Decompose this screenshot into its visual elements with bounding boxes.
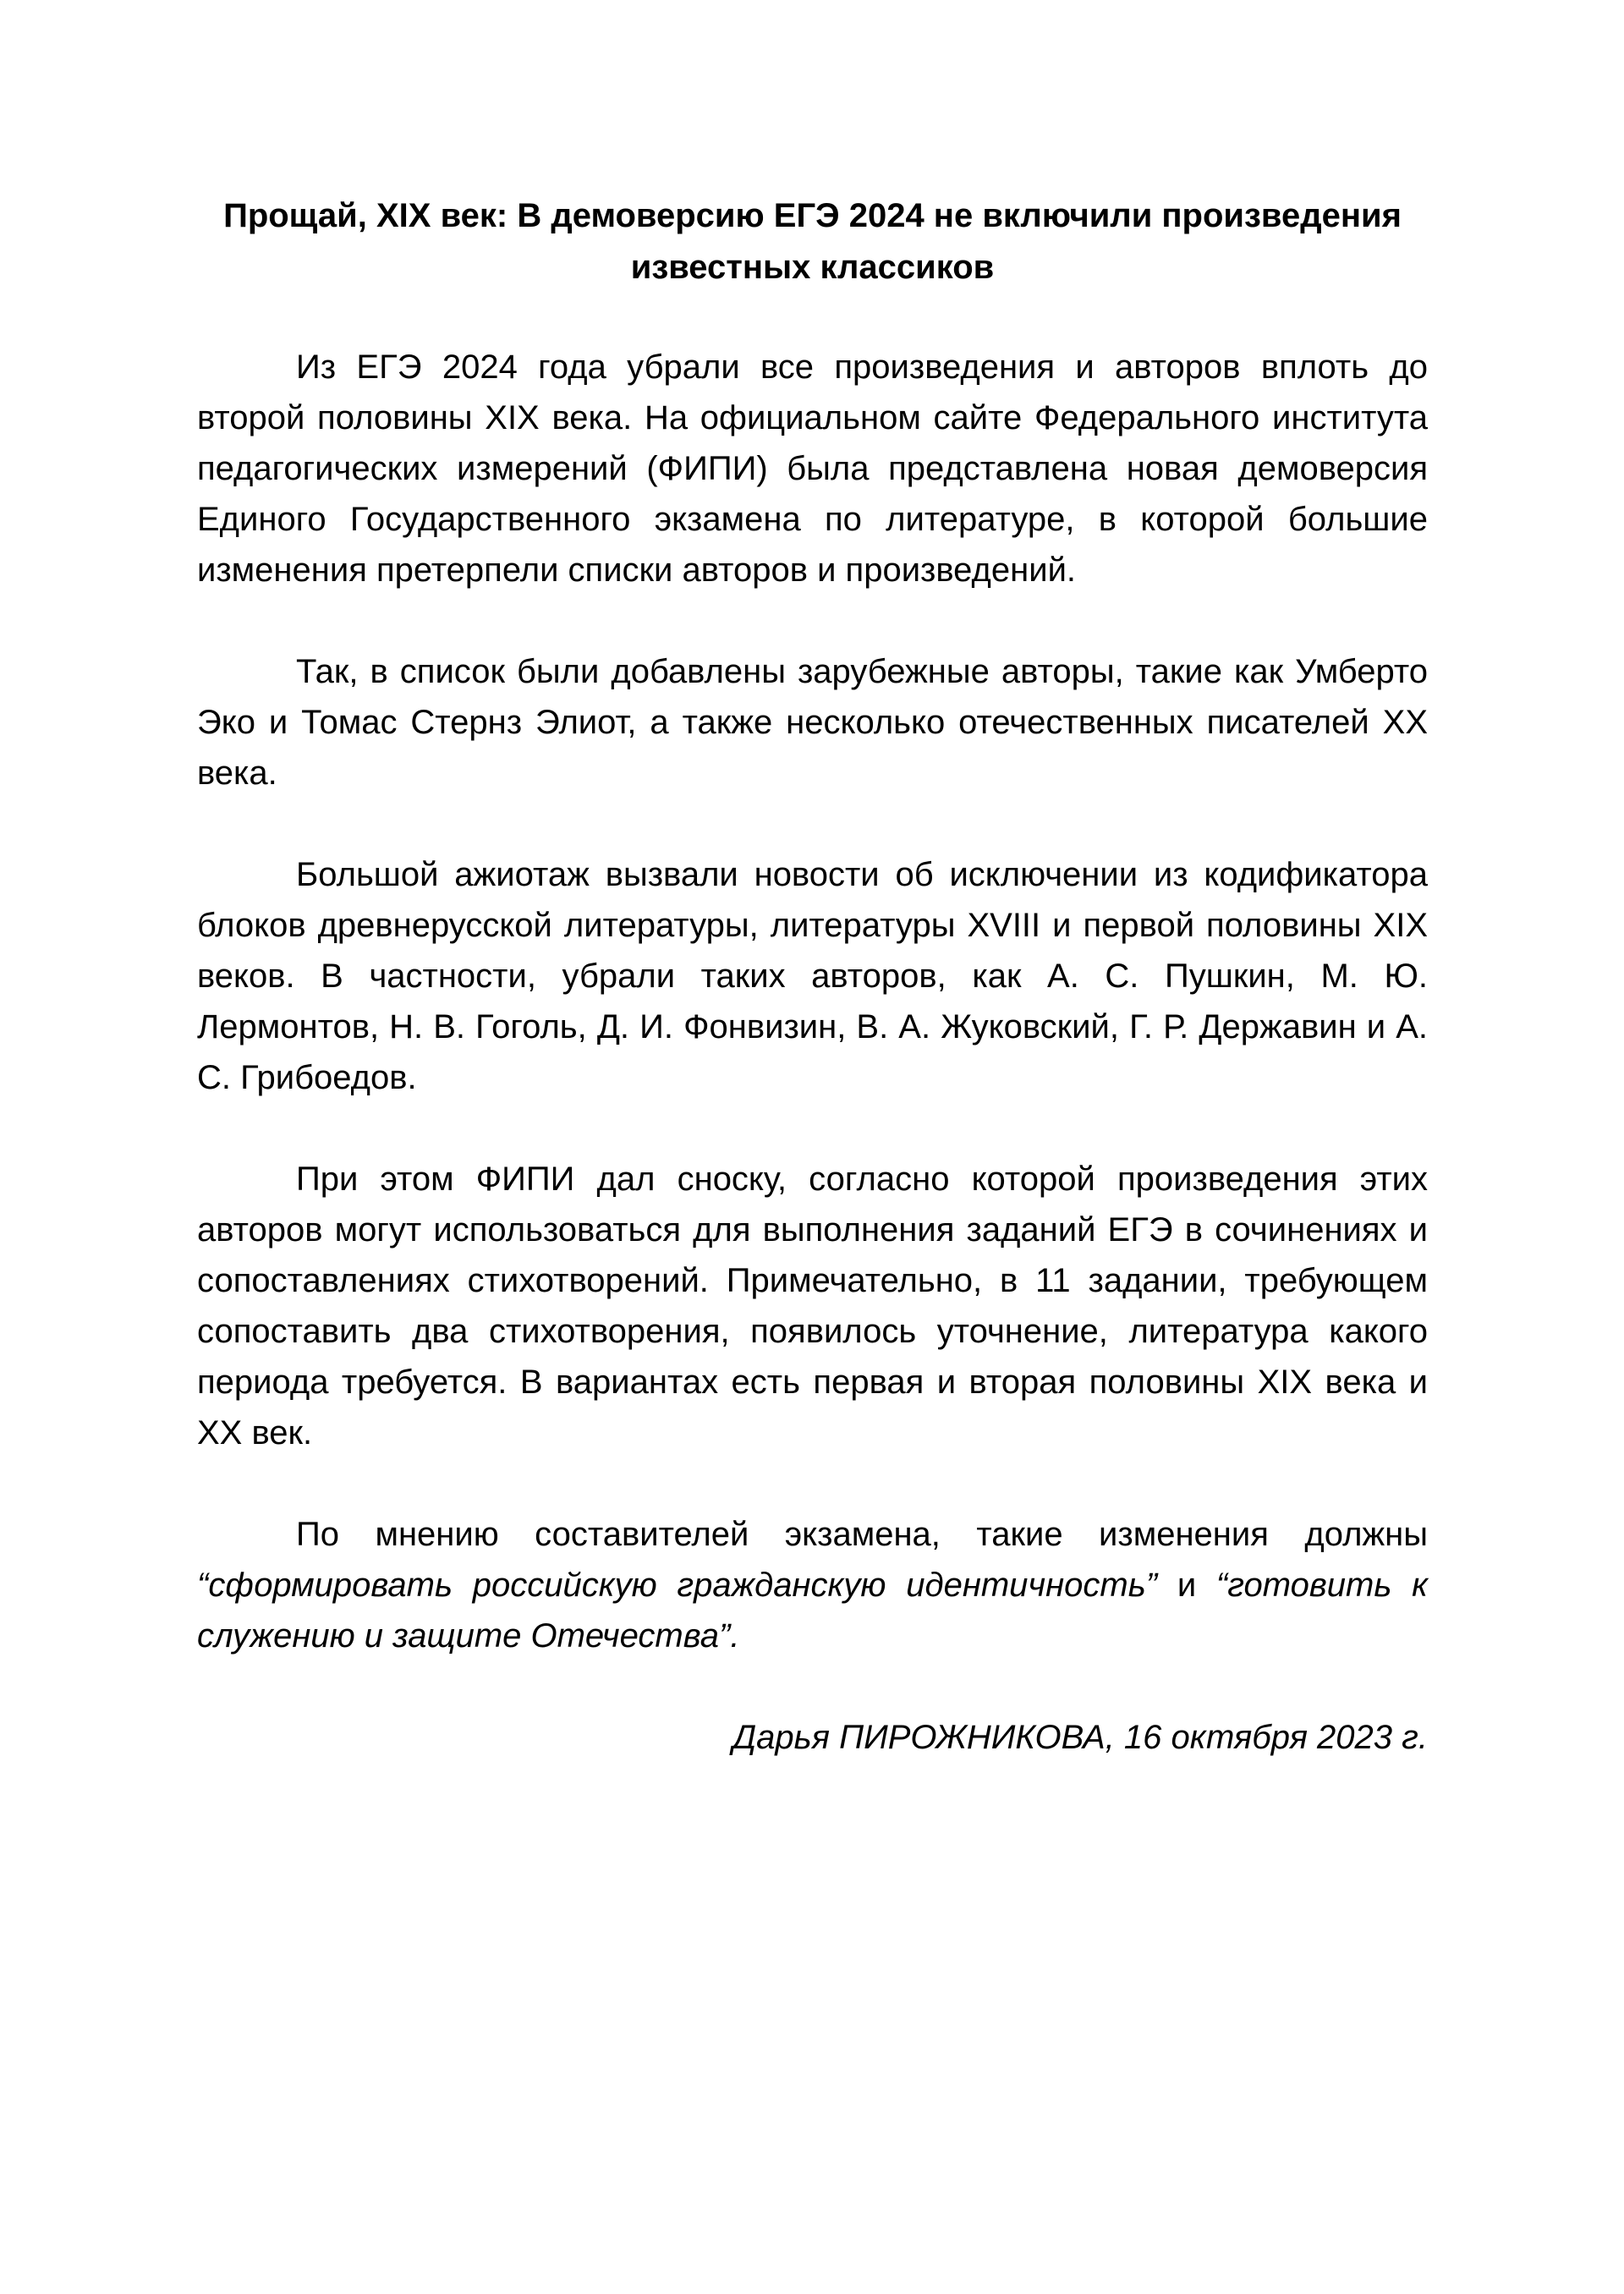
author-signature: Дарья ПИРОЖНИКОВА, 16 октября 2023 г. xyxy=(732,1719,1428,1756)
paragraph-excluded-authors: Большой ажиотаж вызвали новости об исключении из кодификатора блоков древнерусской литературы, литературы XVIII и первой половины XIX веков. В частности, убрали таких авторов, как А. С. Пушкин, М. Ю. Лермонтов, Н. В. Гоголь, Д. И. Фонвизин, В. А. Жуковский, Г. Р. Державин и А. С. Грибоедов. xyxy=(197,856,1428,1096)
paragraph-fipi-footnote: При этом ФИПИ дал сноску, согласно которой произведения этих авторов могут использоваться для выполнения заданий ЕГЭ в сочинениях и сопоставлениях стихотворений. Примечательно, в 11 задании, требующем сопоставить два стихотворения, появилось уточнение, литература какого периода требуется. В вариантах есть первая и вторая половины XIX века и XX век. xyxy=(197,1161,1428,1452)
closing-quote-fatherland: “готовить к служению и защите Отечества”. xyxy=(197,1567,1428,1655)
paragraph-closing xyxy=(197,1509,1428,1661)
closing-quote-identity: “сформировать российскую гражданскую идентичность” xyxy=(197,1567,1158,1604)
closing-connector-text: и xyxy=(1157,1567,1216,1604)
document-page xyxy=(197,190,1428,1763)
paragraph-foreign-authors: Так, в список были добавлены зарубежные авторы, такие как Умберто Эко и Томас Стернз Элиот, а также несколько отечественных писателей XX века. xyxy=(197,653,1428,792)
paragraph-intro: Из ЕГЭ 2024 года убрали все произведения и авторов вплоть до второй половины XIX века. На официальном сайте Федерального института педагогических измерений (ФИПИ) была представлена новая демоверсия Единого Государственного экзамена по литературе, в которой большие изменения претерпели списки авторов и произведений. xyxy=(197,348,1428,589)
article-title: Прощай, XIX век: В демоверсию ЕГЭ 2024 не включили произведения известных классиков xyxy=(223,197,1402,286)
closing-lead-text: По мнению составителей экзамена, такие изменения должны xyxy=(296,1516,1428,1553)
